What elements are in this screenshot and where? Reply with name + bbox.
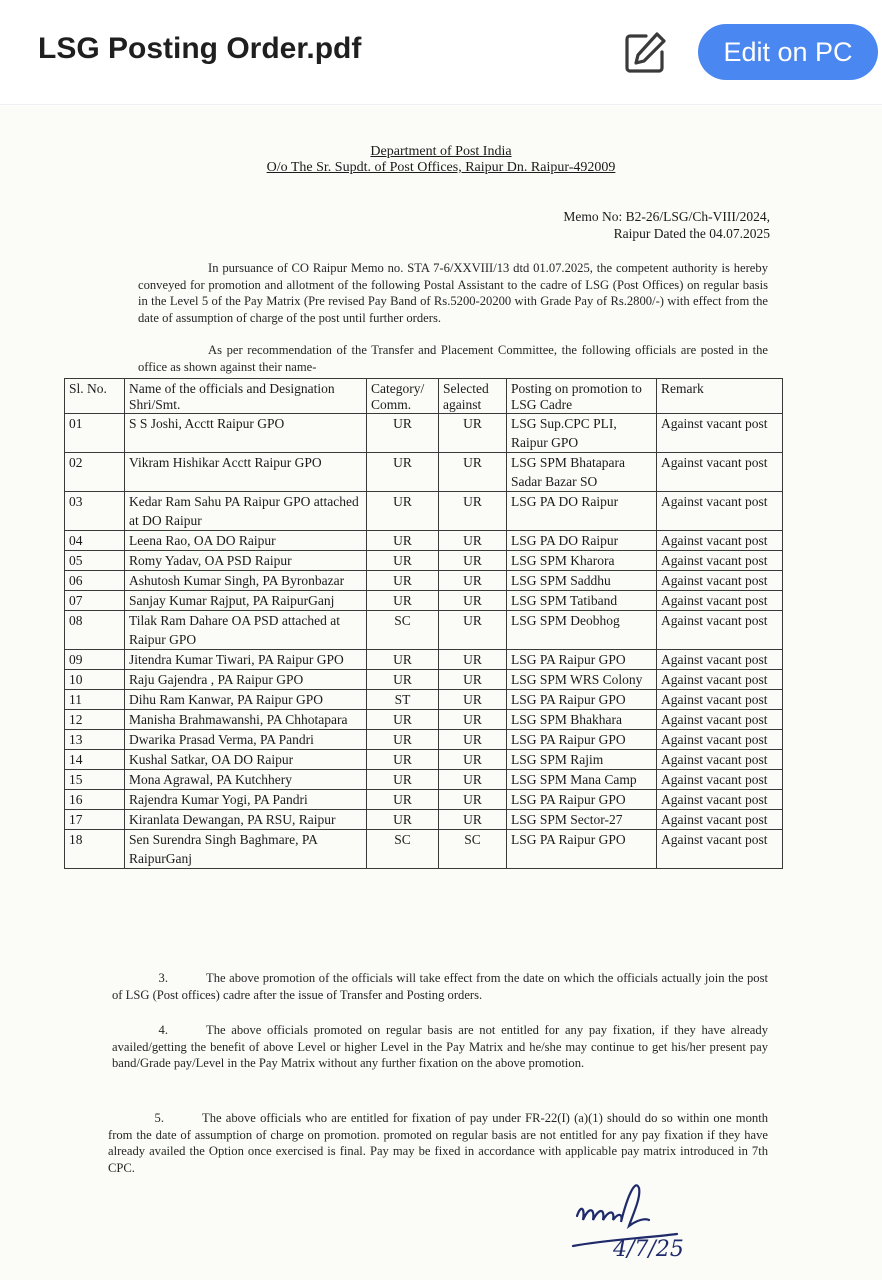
cell-sl: 13 (65, 730, 125, 750)
cell-posting: LSG SPM Saddhu (507, 571, 657, 591)
table-body (65, 414, 783, 869)
memo-block (563, 208, 770, 242)
cell-remark: Against vacant post (657, 453, 783, 492)
cell-selected: UR (439, 710, 507, 730)
cell-selected: UR (439, 650, 507, 670)
cell-remark: Against vacant post (657, 531, 783, 551)
edit-on-pc-button[interactable]: Edit on PC (698, 24, 878, 80)
table-row (65, 591, 783, 611)
document-page (0, 106, 882, 1280)
cell-sl: 17 (65, 810, 125, 830)
cell-sl: 18 (65, 830, 125, 869)
cell-remark: Against vacant post (657, 611, 783, 650)
cell-selected: UR (439, 531, 507, 551)
cell-remark: Against vacant post (657, 551, 783, 571)
cell-name: S S Joshi, Acctt Raipur GPO (125, 414, 367, 453)
cell-remark: Against vacant post (657, 770, 783, 790)
table-row (65, 810, 783, 830)
table-row (65, 790, 783, 810)
cell-selected: UR (439, 571, 507, 591)
cell-selected: UR (439, 551, 507, 571)
cell-posting: LSG SPM Rajim (507, 750, 657, 770)
cell-sl: 06 (65, 571, 125, 591)
cell-name: Tilak Ram Dahare OA PSD attached at Raipur GPO (125, 611, 367, 650)
cell-selected: UR (439, 611, 507, 650)
cell-category: UR (367, 492, 439, 531)
cell-posting: LSG PA Raipur GPO (507, 790, 657, 810)
header-posting: Posting on promotion to LSG Cadre (507, 379, 657, 414)
paragraph-5 (108, 1110, 768, 1176)
cell-name: Jitendra Kumar Tiwari, PA Raipur GPO (125, 650, 367, 670)
cell-posting: LSG SPM Bhakhara (507, 710, 657, 730)
cell-remark: Against vacant post (657, 650, 783, 670)
cell-category: UR (367, 730, 439, 750)
paragraph-3-number: 3. (158, 971, 168, 985)
header-selected: Selected against (439, 379, 507, 414)
cell-remark: Against vacant post (657, 571, 783, 591)
cell-name: Kedar Ram Sahu PA Raipur GPO attached at DO Raipur (125, 492, 367, 531)
cell-posting: LSG SPM WRS Colony (507, 670, 657, 690)
department-header: Department of Post India (370, 144, 512, 159)
cell-posting: LSG SPM Kharora (507, 551, 657, 571)
cell-sl: 10 (65, 670, 125, 690)
cell-remark: Against vacant post (657, 830, 783, 869)
cell-posting: LSG SPM Bhatapara Sadar Bazar SO (507, 453, 657, 492)
header-sl: Sl. No. (65, 379, 125, 414)
cell-posting: LSG PA Raipur GPO (507, 690, 657, 710)
table-row (65, 414, 783, 453)
office-header: O/o The Sr. Supdt. of Post Offices, Raipur Dn. Raipur-492009 (266, 160, 616, 175)
cell-posting: LSG SPM Deobhog (507, 611, 657, 650)
table-row (65, 690, 783, 710)
cell-category: UR (367, 810, 439, 830)
cell-remark: Against vacant post (657, 670, 783, 690)
cell-selected: UR (439, 492, 507, 531)
cell-posting: LSG PA Raipur GPO (507, 730, 657, 750)
cell-category: UR (367, 770, 439, 790)
header-category: Category/ Comm. (367, 379, 439, 414)
cell-selected: UR (439, 790, 507, 810)
paragraph-4 (112, 1022, 768, 1072)
cell-name: Kiranlata Dewangan, PA RSU, Raipur (125, 810, 367, 830)
cell-name: Rajendra Kumar Yogi, PA Pandri (125, 790, 367, 810)
cell-sl: 08 (65, 611, 125, 650)
cell-selected: UR (439, 690, 507, 710)
table-row (65, 531, 783, 551)
cell-posting: LSG Sup.CPC PLI, Raipur GPO (507, 414, 657, 453)
cell-sl: 01 (65, 414, 125, 453)
cell-selected: UR (439, 670, 507, 690)
cell-category: SC (367, 830, 439, 869)
cell-posting: LSG PA Raipur GPO (507, 830, 657, 869)
paragraph-4-text: The above officials promoted on regular basis are not entitled for any pay fixation, if they have already availed/getting the benefit of above Level or higher Level in the Pay Matrix and he/she may continue to get his/her present pay band/Grade pay/Level in the Pay Matrix without any further fixation on the above promotion. (112, 1023, 768, 1070)
cell-category: UR (367, 790, 439, 810)
cell-name: Manisha Brahmawanshi, PA Chhotapara (125, 710, 367, 730)
cell-category: UR (367, 591, 439, 611)
table-row (65, 710, 783, 730)
cell-sl: 02 (65, 453, 125, 492)
cell-remark: Against vacant post (657, 492, 783, 531)
table-row (65, 650, 783, 670)
cell-sl: 15 (65, 770, 125, 790)
cell-name: Dihu Ram Kanwar, PA Raipur GPO (125, 690, 367, 710)
cell-posting: LSG PA DO Raipur (507, 492, 657, 531)
header-remark: Remark (657, 379, 783, 414)
cell-remark: Against vacant post (657, 750, 783, 770)
cell-category: SC (367, 611, 439, 650)
cell-name: Dwarika Prasad Verma, PA Pandri (125, 730, 367, 750)
cell-remark: Against vacant post (657, 810, 783, 830)
cell-selected: UR (439, 810, 507, 830)
header-name: Name of the officials and Designation Shri/Smt. (125, 379, 367, 414)
cell-selected: SC (439, 830, 507, 869)
table-row (65, 830, 783, 869)
paragraph-5-number: 5. (154, 1111, 164, 1125)
cell-category: UR (367, 571, 439, 591)
table-row (65, 670, 783, 690)
signature-date: 4/7/25 (613, 1237, 684, 1262)
table-header-row (65, 379, 783, 414)
top-bar (0, 0, 882, 105)
cell-remark: Against vacant post (657, 591, 783, 611)
cell-name: Mona Agrawal, PA Kutchhery (125, 770, 367, 790)
posting-table (64, 378, 783, 869)
cell-name: Raju Gajendra , PA Raipur GPO (125, 670, 367, 690)
cell-selected: UR (439, 770, 507, 790)
cell-name: Leena Rao, OA DO Raipur (125, 531, 367, 551)
cell-posting: LSG PA Raipur GPO (507, 650, 657, 670)
cell-remark: Against vacant post (657, 414, 783, 453)
table-row (65, 551, 783, 571)
memo-number: Memo No: B2-26/LSG/Ch-VIII/2024, (563, 209, 770, 224)
cell-remark: Against vacant post (657, 730, 783, 750)
table-row (65, 453, 783, 492)
cell-selected: UR (439, 453, 507, 492)
cell-category: UR (367, 650, 439, 670)
cell-name: Vikram Hishikar Acctt Raipur GPO (125, 453, 367, 492)
cell-sl: 05 (65, 551, 125, 571)
table-row (65, 492, 783, 531)
cell-posting: LSG PA DO Raipur (507, 531, 657, 551)
cell-posting: LSG SPM Sector-27 (507, 810, 657, 830)
edit-icon[interactable] (622, 30, 668, 76)
file-title: LSG Posting Order.pdf (38, 32, 362, 65)
paragraph-5-text: The above officials who are entitled for fixation of pay under FR-22(I) (a)(1) should do so within one month from the date of assumption of charge on promotion. promoted on regular basis are not entitled for any pay fixation if they have already availed the Option once exercised is final. Pay may be fixed in accordance with applicable pay matrix introduced in 7th CPC. (108, 1111, 768, 1175)
cell-category: UR (367, 750, 439, 770)
cell-category: UR (367, 414, 439, 453)
cell-sl: 04 (65, 531, 125, 551)
cell-sl: 03 (65, 492, 125, 531)
cell-sl: 09 (65, 650, 125, 670)
cell-category: ST (367, 690, 439, 710)
table-row (65, 611, 783, 650)
table-row (65, 750, 783, 770)
cell-category: UR (367, 453, 439, 492)
cell-remark: Against vacant post (657, 690, 783, 710)
cell-sl: 12 (65, 710, 125, 730)
cell-remark: Against vacant post (657, 710, 783, 730)
table-row (65, 730, 783, 750)
cell-name: Sanjay Kumar Rajput, PA RaipurGanj (125, 591, 367, 611)
paragraph-3 (112, 970, 768, 1003)
cell-category: UR (367, 710, 439, 730)
paragraph-3-text: The above promotion of the officials will take effect from the date on which the officials actually join the post of LSG (Post offices) cadre after the issue of Transfer and Posting orders. (112, 971, 768, 1002)
cell-posting: LSG SPM Mana Camp (507, 770, 657, 790)
cell-name: Ashutosh Kumar Singh, PA Byronbazar (125, 571, 367, 591)
table-row (65, 571, 783, 591)
cell-name: Kushal Satkar, OA DO Raipur (125, 750, 367, 770)
cell-name: Romy Yadav, OA PSD Raipur (125, 551, 367, 571)
cell-sl: 16 (65, 790, 125, 810)
cell-category: UR (367, 670, 439, 690)
cell-remark: Against vacant post (657, 790, 783, 810)
cell-name: Sen Surendra Singh Baghmare, PA RaipurGanj (125, 830, 367, 869)
committee-paragraph: As per recommendation of the Transfer and Placement Committee, the following officials are posted in the office as shown against their name- (138, 343, 768, 374)
cell-category: UR (367, 551, 439, 571)
cell-posting: LSG SPM Tatiband (507, 591, 657, 611)
intro-paragraph: In pursuance of CO Raipur Memo no. STA 7-6/XXVIII/13 dtd 01.07.2025, the competent authority is hereby conveyed for promotion and allotment of the following Postal Assistant to the cadre of LSG (Post Offices) on regular basis in the Level 5 of the Pay Matrix (Pre revised Pay Band of Rs.5200-20200 with Grade Pay of Rs.2800/-) with effect from the date of assumption of charge of the post until further orders. (138, 261, 768, 325)
cell-sl: 11 (65, 690, 125, 710)
signature (565, 1168, 705, 1268)
cell-selected: UR (439, 414, 507, 453)
cell-category: UR (367, 531, 439, 551)
cell-sl: 07 (65, 591, 125, 611)
memo-date: Raipur Dated the 04.07.2025 (613, 226, 770, 241)
cell-selected: UR (439, 591, 507, 611)
paragraph-4-number: 4. (158, 1023, 168, 1037)
cell-sl: 14 (65, 750, 125, 770)
cell-selected: UR (439, 750, 507, 770)
table-row (65, 770, 783, 790)
cell-selected: UR (439, 730, 507, 750)
